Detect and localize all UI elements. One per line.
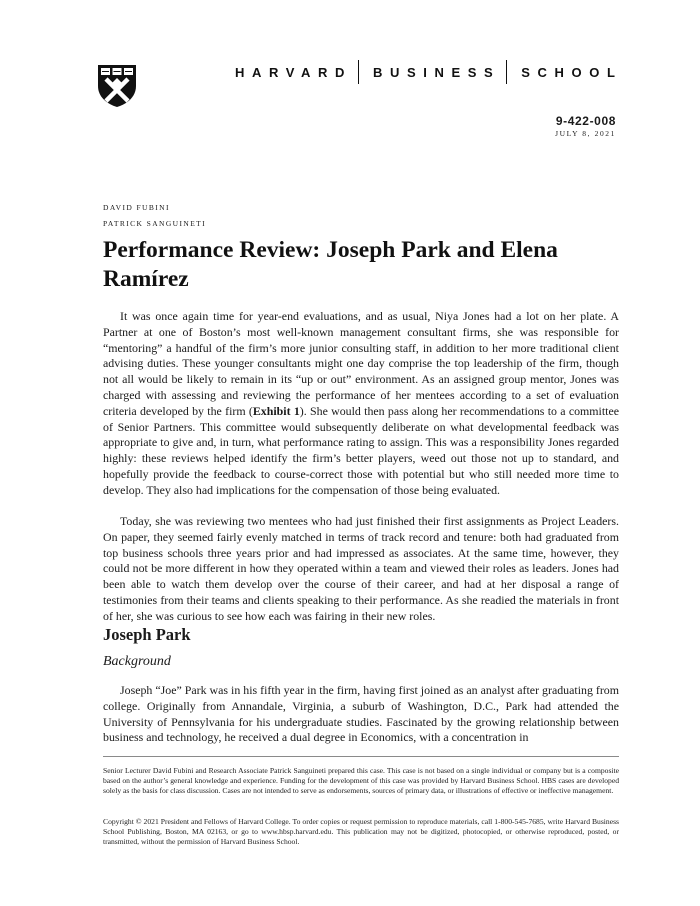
- masthead-harvard: HARVARD: [235, 64, 353, 80]
- hbs-shield-icon: [97, 64, 137, 108]
- masthead: [235, 59, 623, 85]
- case-note: Senior Lecturer David Fubini and Research Associate Patrick Sanguineti prepared this case. This case is not based on a single individual or company but is a composite based on the author’s general knowledge and experience. Funding for the development of this case was provided by Harvard Business School. HBS cases are developed solely as the basis for class discussion. Cases are not intended to serve as endorsements, sources of primary data, or illustrations of effective or ineffective management.: [103, 766, 619, 795]
- masthead-divider: [358, 60, 359, 84]
- authors: [103, 200, 206, 232]
- intro-p1-text: It was once again time for year-end evaluations, and as usual, Niya Jones had a lot on her plate. A Partner at one of Boston’s most well-known management consultant firms, she was responsible for “mentoring” a handful of the firm’s more junior consulting staff, in addition to her more traditional client advising duties. These younger consultants might one day comprise the top leadership of the firm, though not all would be likely to remain in its “up or out” environment. As an assigned group mentor, Jones was charged with assessing and reviewing the performance of her mentees according to a set of evaluation criteria developed by the firm (: [103, 309, 619, 418]
- masthead-divider: [506, 60, 507, 84]
- intro-paragraph-2: [103, 514, 619, 625]
- masthead-business: BUSINESS: [373, 64, 501, 80]
- exhibit-reference: Exhibit 1: [252, 403, 300, 418]
- section-paragraph-1: [103, 683, 619, 746]
- masthead-school: SCHOOL: [521, 64, 623, 80]
- author-name: PATRICK SANGUINETI: [103, 219, 207, 228]
- section-subheading: Background: [103, 654, 171, 669]
- section-heading: Joseph Park: [103, 625, 191, 644]
- intro-p2-text: Today, she was reviewing two mentees who had just finished their first assignments as Project Leaders. On paper, they seemed fairly evenly matched in terms of track record and tenure: both had graduated from top business schools three years prior and had impressed as associates. At the same time, however, they could not be more different in how they operated within a team and viewed their roles as leaders. Jones had been able to watch them develop over the course of their career, and had at her disposal a range of testimonies from their teams and clients speaking to their performance. As she readied the materials in front of her, she was curious to see how each was fairing in their new roles.: [103, 514, 619, 623]
- case-title: Performance Review: Joseph Park and Elena Ramírez: [103, 237, 558, 292]
- footnote-divider: [103, 756, 619, 757]
- section-p1-text: Joseph “Joe” Park was in his fifth year in the firm, having first joined as an analyst after graduating from college. Originally from Annandale, Virginia, a suburb of Washington, D.C., Park had attended the University of Pennsylvania for his undergraduate studies. Fascinated by the growing relationship between business and technology, he received a dual degree in Economics, with a concentration in: [103, 683, 619, 745]
- case-number: 9-422-008: [555, 114, 616, 128]
- author-name: DAVID FUBINI: [103, 203, 170, 212]
- case-date: JULY 8, 2021: [555, 129, 616, 138]
- intro-paragraph-1: [103, 309, 619, 499]
- intro-p1-text-cont: ). She would then pass along her recommendations to a committee of Senior Partners. This committee would subsequently deliberate on what developmental feedback was appropriate to give and, in turn, what performance rating to assign. This was a responsibility Jones regarded highly: these reviews helped identify the firm’s better players, weed out those not up to standard, and hopefully provide the feedback to course-correct those with potential but who still needed more time to develop. They also had implications for the compensation of those being evaluated.: [103, 403, 620, 497]
- copyright-notice: Copyright © 2021 President and Fellows of Harvard College. To order copies or request permission to reproduce materials, call 1-800-545-7685, write Harvard Business School Publishing, Boston, MA 02163, or go to www.hbsp.harvard.edu. This publication may not be digitized, photocopied, or otherwise reproduced, posted, or transmitted, without the permission of Harvard Business School.: [103, 817, 619, 846]
